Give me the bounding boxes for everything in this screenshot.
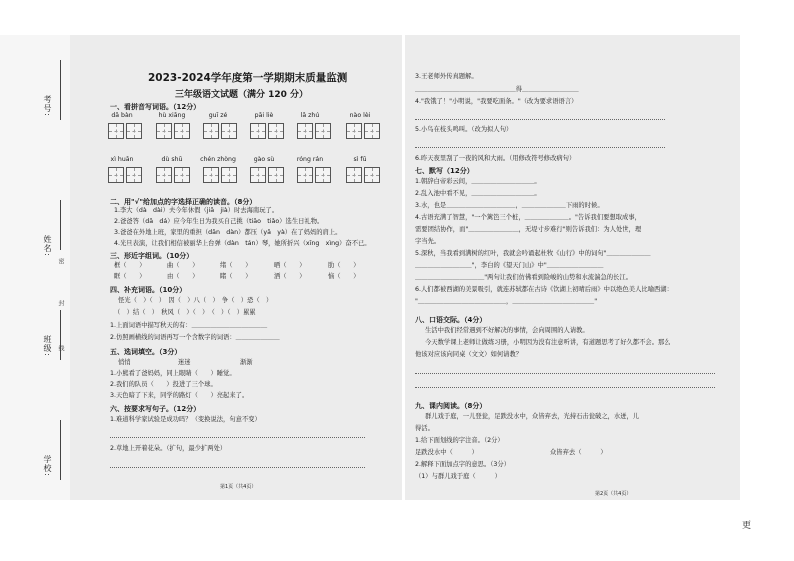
fold-mark: 密	[57, 258, 64, 264]
question-line: 1.李大（dà dài）夫今年休假（jiā jià）时去海南玩了。	[114, 207, 279, 214]
question-line: ＿＿＿＿＿＿＿＿＿＿＿＿＿＿＿＿得＿＿＿＿＿＿＿＿＿	[415, 86, 579, 93]
section-2-heading: 二、用"√"给加点的字选择正确的读音。（8分）	[110, 198, 257, 206]
word-option: 迷迷	[178, 359, 191, 366]
question-line: 他该对应该向同桌（文文）如何请教？	[415, 351, 523, 358]
question-line: 6.昨天夜里刮了一夜的风和大雨。（用修改符号修改病句）	[415, 155, 576, 162]
pinyin: nào lèi	[349, 112, 371, 119]
writing-grid[interactable]	[297, 123, 331, 139]
school-field[interactable]	[60, 420, 61, 480]
fold-mark: 封	[57, 300, 64, 306]
page-footer: 第1页（共4页）	[220, 484, 257, 490]
reading-passage: 群儿戏于庭，一儿登瓮，足跌没水中，众皆弃去，光持石击瓮破之，水迸，儿	[425, 413, 640, 420]
pinyin: pāi liè	[254, 112, 274, 119]
question-line: 3.爸爸在外地上班，家里的重担（dān dàn）都压（yā yà）在了妈妈的肩上。	[114, 229, 342, 236]
writing-grid[interactable]	[203, 167, 237, 183]
question-line: ＿＿＿＿＿＿＿＿＿"，李白的《望天门山》中"＿＿＿＿＿＿＿＿＿	[415, 262, 604, 269]
question-line: 1.给下面划线的字注音。（2分）	[415, 437, 504, 444]
pinyin: guī zé	[208, 112, 228, 119]
writing-grid[interactable]	[346, 167, 380, 183]
pinyin: lā zhú	[300, 112, 320, 119]
answer-line[interactable]	[415, 387, 715, 388]
writing-grid[interactable]	[250, 123, 284, 139]
word-cell: 洒（ ）	[274, 273, 306, 280]
question-line: 3.水，也是＿＿＿＿＿＿＿＿＿＿＿，＿＿＿＿＿＿＿下雨的时候。	[415, 202, 604, 209]
pinyin: róng rán	[296, 156, 324, 163]
pinyin: xì huān	[110, 156, 134, 163]
word-cell: 眶（ ）	[114, 273, 146, 280]
section-6-heading: 六、按要求写句子。（12分）	[110, 405, 201, 413]
pinyin: sì fū	[353, 156, 367, 163]
exam-subtitle: 三年级语文试题（满分 120 分）	[175, 90, 309, 100]
word-cell: 由（ ）	[167, 273, 199, 280]
pinyin: chén zhòng	[200, 156, 236, 163]
question-line: 4."我饿了！"小明说，"我要吃面条。"（改为要求语语言）	[415, 98, 578, 105]
section-5-heading: 五、选词填空。（3分）	[110, 348, 182, 356]
question-line: 怪光（ ）（ ） 因（ ）八（ ） 争（ ）恐（ ）	[118, 297, 273, 304]
word-cell: 肋（ ）	[328, 262, 360, 269]
reading-passage: 得活。	[415, 425, 434, 432]
question-line: 1.小熊看了爸妈妈，同上眼睛（ ）睡觉。	[110, 370, 236, 377]
question-line: 1.难道科学家试验是成功吗？（变换说法，句意不变）	[110, 416, 261, 423]
section-8-heading: 八、口语交际。（4分）	[415, 316, 487, 324]
question-line: 2.解释下面加点字的意思。（3分）	[415, 461, 511, 468]
question-line: 1.上面词语中描写秋天的有：＿＿＿＿＿＿＿＿＿＿＿＿	[110, 322, 268, 329]
question-line: "＿＿＿＿＿＿＿＿＿＿＿＿＿＿，＿＿＿＿＿＿＿＿＿＿＿＿＿"	[415, 298, 598, 305]
question-line: 5.小鸟在枝头鸣叫。（改为拟人句）	[415, 126, 513, 133]
answer-line[interactable]	[110, 467, 365, 468]
word-cell: 绪（ ）	[220, 262, 252, 269]
word-option: 渐渐	[240, 359, 253, 366]
class-label: 班级:	[43, 335, 52, 357]
pinyin: dā bàn	[111, 112, 133, 119]
name-label: 姓名:	[43, 235, 52, 257]
word-cell: 睹（ ）	[220, 273, 252, 280]
section-9-heading: 九、课内阅读。（8分）	[415, 402, 487, 410]
writing-grid[interactable]	[297, 167, 331, 183]
question-line: 2.我们的队员（ ）投进了三个球。	[110, 381, 217, 388]
question-line: 5.深秋，当我看到满树的红叶，我就会吟诵起杜牧《山行》中的词句"＿＿＿＿＿＿＿	[415, 250, 651, 257]
writing-grid[interactable]	[250, 167, 284, 183]
section-3-heading: 三、形近字组词。（10分）	[110, 252, 194, 260]
pinyin: hù xiāng	[158, 112, 186, 119]
question-line: （1）与群儿戏于庭（ ）	[415, 473, 501, 480]
answer-line[interactable]	[110, 437, 365, 438]
section-7-heading: 七、默写（12分）	[415, 167, 474, 175]
name-field[interactable]	[60, 200, 61, 250]
question-line: （ ）结（ ） 秋风（ ）（ ） （ ）（ ）累累	[114, 309, 256, 316]
question-line: 6.人们都被西湖的美景吸引，就连苏轼都在古诗《饮湖上初晴后雨》中以绝色美人比喻西湖：	[415, 286, 673, 293]
question-line: 字当先。	[415, 238, 441, 245]
corner-mark: 更	[742, 521, 752, 531]
page-2	[405, 35, 740, 500]
writing-grid[interactable]	[156, 123, 190, 139]
question-line: 3.王老师外传真题解。	[415, 73, 478, 80]
number-field[interactable]	[60, 60, 61, 120]
answer-line[interactable]	[415, 147, 665, 148]
answer-line[interactable]	[415, 373, 715, 374]
page-1	[70, 35, 402, 500]
question-line: 1.朝辞白帝彩云间，＿＿＿＿＿＿＿＿＿＿。	[415, 178, 541, 185]
question-line: 2.草地上开着花朵。（扩句，最少扩两处）	[110, 445, 227, 452]
question-line: 2.仿照画横线的词语再写一个含数字的词语：＿＿＿＿＿＿＿	[110, 334, 280, 341]
question-line: 众皆弃去（ ）	[550, 449, 607, 456]
pinyin: gào sù	[253, 156, 275, 163]
question-line: 今天数学课上老师让做练习册，小明因为没有注意听讲，有道题思考了好久都不会。那么	[425, 339, 671, 346]
question-line: 4.古语充满了智慧，"一个篱笆三个桩，＿＿＿＿＿＿＿。"告诉我们要想取成事，	[415, 214, 641, 221]
question-line: 4.光旦表演，让我们相信被丽华上台弹（dàn tán）琴，她所折兴（xīng xìng）奋不已。	[114, 240, 371, 247]
section-4-heading: 四、补充词语。（10分）	[110, 286, 187, 294]
word-cell: 晒（ ）	[274, 262, 306, 269]
school-label: 学校:	[43, 455, 52, 477]
question-line: ＿＿＿＿＿＿＿＿＿＿＿"两句让我们仿佛看到险峻的山势和水流湍急的长江。	[415, 274, 632, 281]
writing-grid[interactable]	[108, 123, 142, 139]
question-line: 需要团结协作，而"＿＿＿＿＿＿＿＿，无堤寸步难行"则告诉我们：为人处世，理	[415, 226, 642, 233]
class-field[interactable]	[60, 310, 61, 360]
section-1-heading: 一、看拼音写词语。（12分）	[110, 103, 201, 111]
question-line: 2.爸爸答（dā dá）应今年生日为我买自己挑（tiāo tiǎo）选生日礼物。	[114, 218, 324, 225]
question-line: 生活中我们经常遇到不好解决的事情，会向周围的人请教。	[425, 327, 589, 334]
word-cell: 恼（ ）	[328, 273, 360, 280]
question-line: 3.天色暗了下来，同学的路灯（ ）亮起来了。	[110, 392, 249, 399]
word-cell: 曲（ ）	[167, 262, 199, 269]
writing-grid[interactable]	[156, 167, 190, 183]
writing-grid[interactable]	[346, 123, 380, 139]
word-option: 悄悄	[118, 359, 131, 366]
page-footer: 第2页（共4页）	[595, 491, 632, 497]
pinyin: dù shū	[161, 156, 183, 163]
answer-line[interactable]	[415, 119, 665, 120]
question-line: 足跌没水中（ ）	[415, 449, 478, 456]
question-line: 2.乱入池中看不见，＿＿＿＿＿＿＿＿＿＿。	[415, 190, 541, 197]
word-cell: 框（ ）	[114, 262, 146, 269]
exam-title: 2023-2024学年度第一学期期末质量监测	[148, 72, 348, 84]
writing-grid[interactable]	[203, 123, 237, 139]
fold-mark: 线	[57, 345, 64, 351]
writing-grid[interactable]	[108, 167, 142, 183]
number-label: 考号:	[43, 95, 52, 117]
